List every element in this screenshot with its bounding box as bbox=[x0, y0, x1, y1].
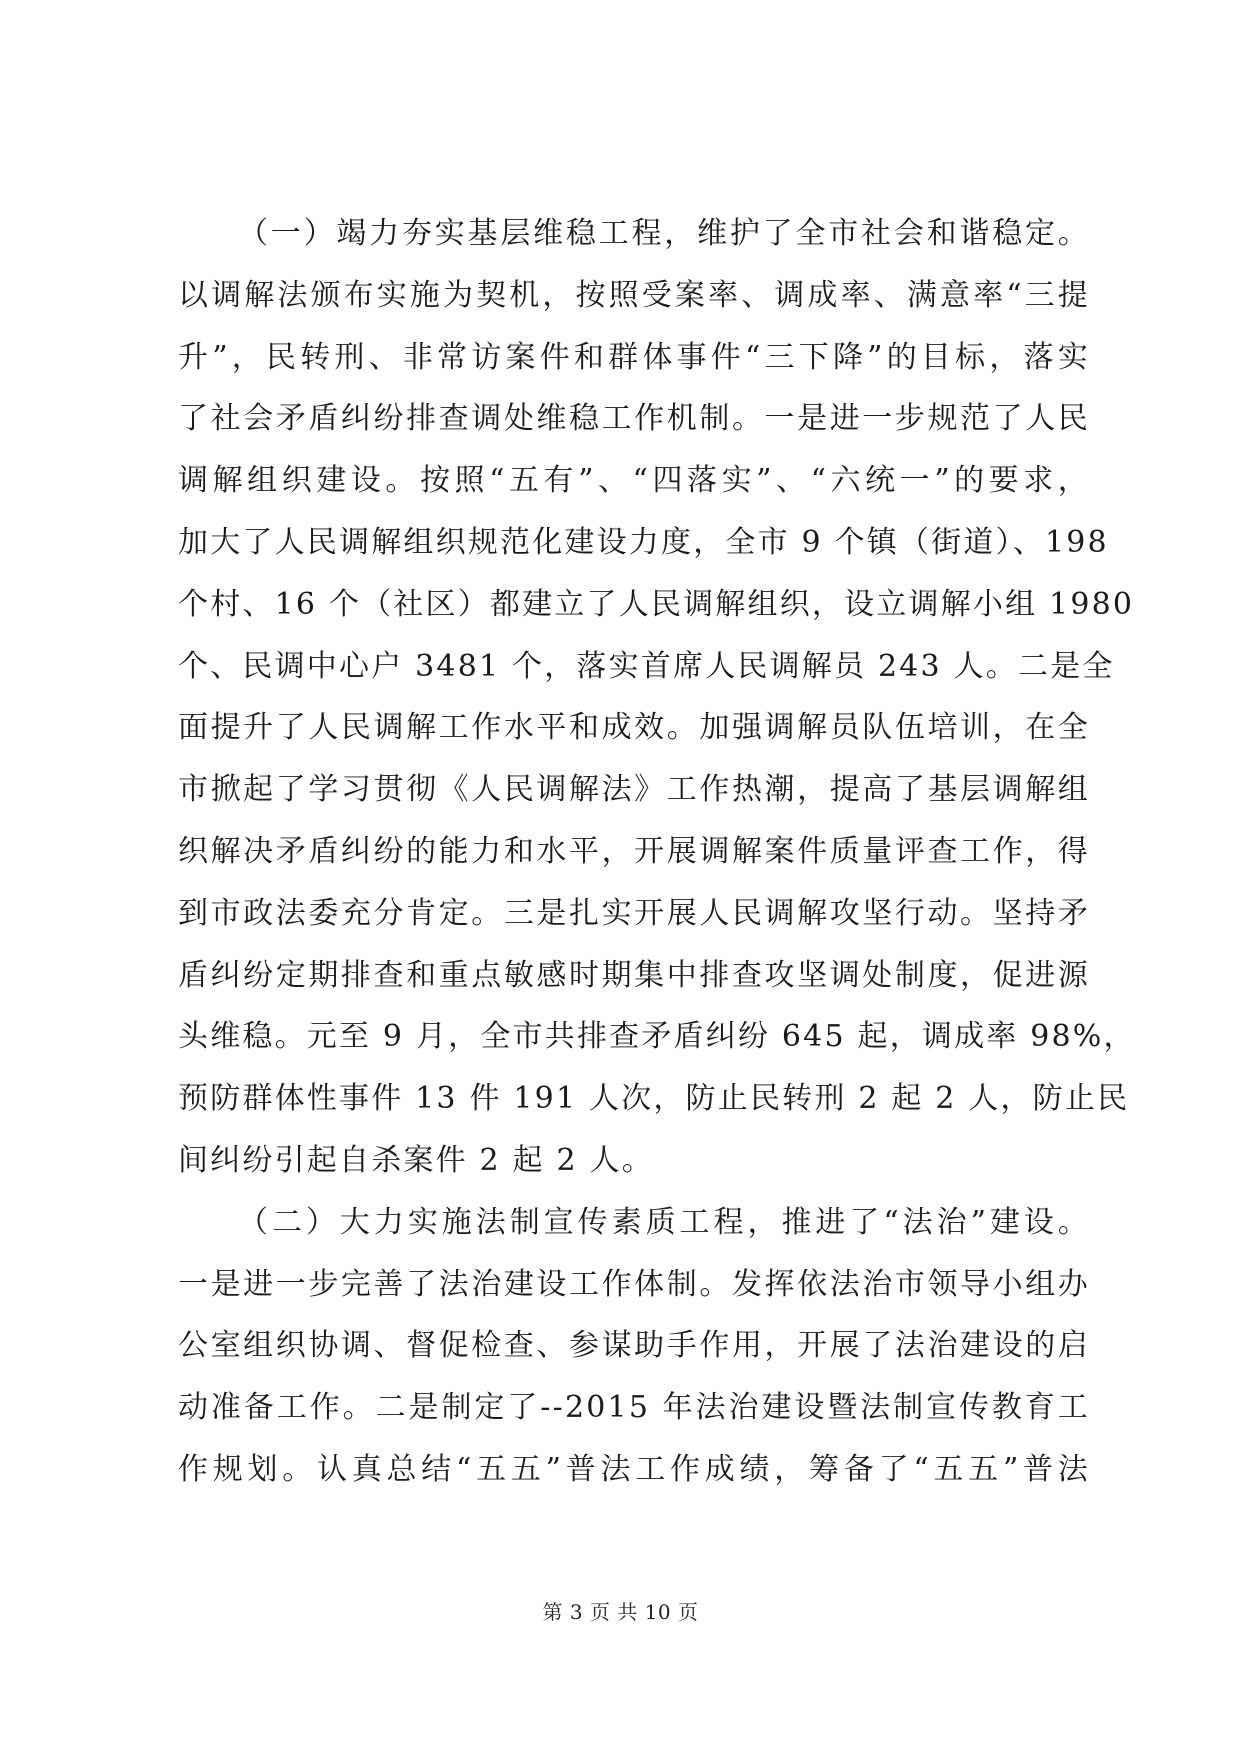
paragraph-1-line-12: 到市政法委充分肯定。三是扎实开展人民调解攻坚行动。坚持矛 bbox=[178, 895, 1090, 931]
paragraph-1-line-11: 织解决矛盾纠纷的能力和水平，开展调解案件质量评查工作，得 bbox=[178, 833, 1090, 869]
paragraph-2-line-1: （二）大力实施法制宣传素质工程，推进了“法治”建设。 bbox=[238, 1204, 1090, 1240]
paragraph-1-line-3: 升”，民转刑、非常访案件和群体事件“三下降”的目标，落实 bbox=[178, 339, 1090, 375]
paragraph-2-line-3: 公室组织协调、督促检查、参谋助手作用，开展了法治建设的启 bbox=[178, 1328, 1090, 1364]
paragraph-2-line-5: 作规划。认真总结“五五”普法工作成绩，筹备了“五五”普法 bbox=[178, 1451, 1090, 1487]
paragraph-1-line-10: 市掀起了学习贯彻《人民调解法》工作热潮，提高了基层调解组 bbox=[178, 772, 1090, 808]
page-number-footer: 第 3 页 共 10 页 bbox=[542, 1600, 699, 1624]
document-body bbox=[178, 203, 1136, 1501]
paragraph-1-line-1: （一）竭力夯实基层维稳工程，维护了全市社会和谐稳定。 bbox=[238, 216, 1090, 251]
paragraph-2-line-4: 动准备工作。二是制定了--2015 年法治建设暨法制宣传教育工 bbox=[178, 1390, 1090, 1426]
paragraph-1-line-13: 盾纠纷定期排查和重点敏感时期集中排查攻坚调处制度，促进源 bbox=[178, 957, 1090, 993]
paragraph-1-line-6: 加大了人民调解组织规范化建设力度，全市 9 个镇（街道）、198 bbox=[178, 524, 1109, 560]
paragraph-1-line-14: 头维稳。元至 9 月，全市共排查矛盾纠纷 645 起，调成率 98%， bbox=[178, 1019, 1136, 1055]
paragraph-1-line-5: 调解组织建设。按照“五有”、“四落实”、“六统一”的要求， bbox=[178, 463, 1090, 499]
paragraph-1-line-9: 面提升了人民调解工作水平和成效。加强调解员队伍培训，在全 bbox=[178, 710, 1090, 746]
paragraph-1-line-7: 个村、16 个（社区）都建立了人民调解组织，设立调解小组 1980 bbox=[178, 586, 1135, 622]
paragraph-1-line-8: 个、民调中心户 3481 个，落实首席人民调解员 243 人。二是全 bbox=[178, 648, 1115, 684]
paragraph-1-line-16: 间纠纷引起自杀案件 2 起 2 人。 bbox=[178, 1142, 654, 1178]
paragraph-1-line-2: 以调解法颁布实施为契机，按照受案率、调成率、满意率“三提 bbox=[178, 277, 1090, 313]
paragraph-1-line-15: 预防群体性事件 13 件 191 人次，防止民转刑 2 起 2 人，防止民 bbox=[178, 1081, 1130, 1117]
paragraph-1-line-4: 了社会矛盾纠纷排查调处维稳工作机制。一是进一步规范了人民 bbox=[178, 401, 1090, 437]
paragraph-2-line-2: 一是进一步完善了法治建设工作体制。发挥依法治市领导小组办 bbox=[178, 1266, 1090, 1302]
